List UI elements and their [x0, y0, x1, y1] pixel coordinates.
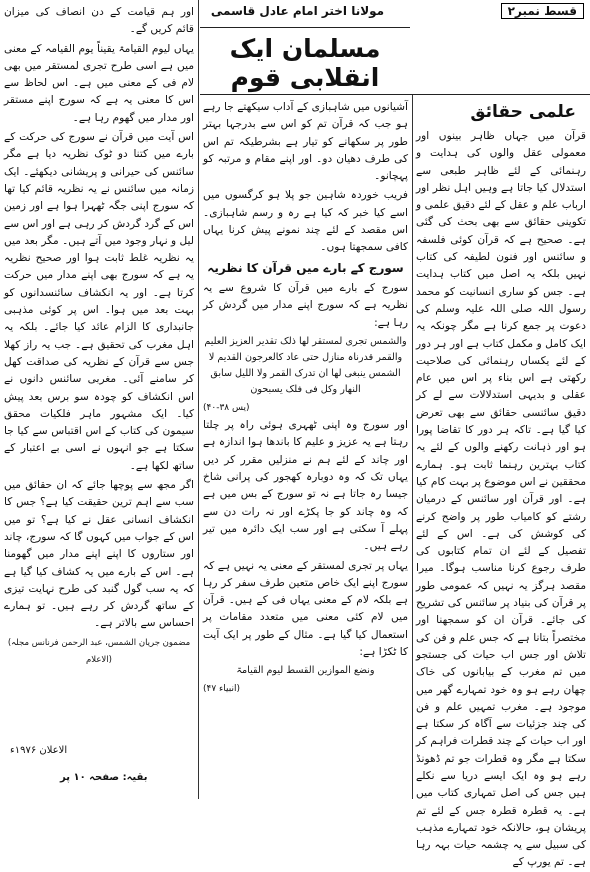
paragraph: آشیانوں میں شاہبازی کے آداب سیکھتے جا رہے ہو جب کہ قرآن تم کو اس سے بدرجہا بہتر طور پر سکھانے کو تیار ہے بشرطیکہ تم اس کی طرف دھیان دو۔ اور اپنے مقام و مرتبہ کو پہچانو۔: [203, 101, 408, 183]
title-top-rule: [200, 27, 410, 28]
paragraph: اور ہم قیامت کے دن انصاف کی میزان قائم کریں گے۔: [4, 6, 194, 36]
paragraph: فریب خوردہ شاہین جو پلا ہو کرگسوں میں اسے کیا خبر کہ کیا ہے رہ و رسم شاہبازی۔ اس مقصد کے لئے چند نمونے پیش کرنا یہاں کافی سمجھتا ہوں۔: [203, 189, 408, 254]
paragraph: اور سورج وہ اپنی ٹھہری ہوئی راہ پر چلتا رہتا ہے یہ عزیز و علیم کا باندھا ہوا اندازہ ہے اور چاند کے لئے ہم نے منزلیں مقرر کر دیں یہاں تک کہ وہ دوبارہ کھجور کی پرانی شاخ جیسا رہ جاتا ہے نہ تو سورج کے بس میں ہے کہ وہ چاند کو جا پکڑے اور نہ رات دن سے پہلے آ سکتی ہے اور سب ایک دائرہ میں تیر رہے ہیں۔: [203, 419, 408, 553]
paragraph: قرآن میں جہاں ظاہر بینوں اور معمولی عقل والوں کی ہدایت و رہنمائی کے لئے ظاہر طبعی سے استدلال کیا جاتا ہے وہیں اہل نظر اور ارباب علم و عقل کے لئے دقیق علمی و تکوینی حقائق سے بھی بحث کی گئی ہے۔ صحیح ہے کہ قرآن کوئی فلسفہ و سائنس اور فنون لطیفہ کی کتاب نہیں بلکہ یہ اصل میں کتاب ہدایت ہے۔ جس کو ساری انسانیت کو محمد رسول اللہ صلی اللہ علیہ وسلم کی دعوت پر جمع کرنا ہے مگر چونکہ یہ ایک کامل و مکمل کتاب ہے اور ہر دور کے لئے یکساں رہنمائی کی صلاحیت رکھتی ہے اس بناء پر اس میں عام عقلی و بدیہی استدلالات سے لے کر دقیق سائنسی حقائق سے بھی تعرض کیا گیا ہے۔ تاکہ ہر دور کا تقاضا پورا ہو اور ذہانت رکھنے والوں کے لئے یہ کتاب بہترین رہنما ثابت ہو۔ ہمارے محققین نے اس موضوع پر بہت کام کیا ہے۔ اور قرآن اور سائنس کے درمیان رشتے کو کامیاب طور پر واضح کرنے کی کوشش کی ہے۔ اس کے لئے تفصیل کے لئے ان تمام کتابوں کی طرف رجوع کرنا مناسب ہوگا۔ میرا مقصد ہرگز یہ نہیں کہ عمومی طور پر قرآن کی بنیاد پر سائنس کی تشریح کی جائے۔ قرآن ان کو سمجھنا اور مختصراً بتانا ہے کہ جس علم و فن کی تلاش اور جس اب حیات کی جستجو میں تم مغرب کے بیابانوں کی خاک چھان رہے ہو وہ خود تمہارے گھر میں موجود ہے۔ مغرب تمہیں علم و فن کی چند جزئیات سے آگاہ کر سکتا ہے اور اب حیات کے چند قطرات فراہم کر سکتا ہے مگر وہ قطرات جو تم ڈھونڈ رہے ہو وہ ایک ایسے دریا سے نکلے ہیں جس کی اصل تمہاری کتاب میں ہے۔ یہ قطرہ قطرہ جس کے لئے تم پریشان ہو، حالانکہ خود تمہارے مذہب کی سبیل سے یہ چشمہ حیات بہہ رہا ہے۔ تم یورپ کے: [416, 130, 586, 869]
article-title: مسلمان ایک انقلابی قوم: [229, 34, 381, 92]
paragraph: اگر مجھ سے پوچھا جائے کہ ان حقائق میں سب سے اہم ترین حقیقت کیا ہے؟ جس کا انکشاف انسانی عقل نے کیا ہے؟ تو میں اس کے جواب میں کہوں گا کہ سورج، چاند اور ستاروں کا اپنے اپنے مدار میں گھومنا ہے۔ اس کے بارے میں یہ کشاف کیا گیا ہے کہ یہ سب گول گنبد کی طرح نہایت تیزی کے ساتھ گردش کر رہے ہیں۔ تو ہمارے احساس سے بالاتر ہے۔: [4, 479, 194, 630]
verse-reference: (یس ۳۸-۴۰): [203, 402, 250, 413]
quran-verse: والشمس تجری لمستقر لھا ذلک تقدیر العزیز العلیم والقمر قدرناہ منازل حتی عاد کالعرجون القدیم لا الشمس ینبغی لھا ان تدرک القمر ولا اللیل سابق النھار وکل فی فلک یسبحون: [204, 335, 407, 395]
installment-label: قسط نمبر۲: [501, 3, 584, 19]
paragraph: سورج کے بارے میں قرآن کا شروع سے یہ نظریہ ہے کہ سورج اپنے مدار میں گردش کر رہا ہے:: [203, 281, 408, 329]
citation: (مضمون جریان الشمس، عبد الرحمن فرنانس مجلہ الاعلام): [7, 637, 191, 665]
column-divider-left: [198, 0, 199, 799]
column-right: [416, 128, 586, 869]
author-name: مولانا اختر امام عادل قاسمی: [210, 4, 385, 18]
column-middle: [203, 99, 408, 796]
column-divider-right: [412, 95, 413, 799]
subheading: سورج کے بارے میں قرآن کا نظریہ: [207, 260, 404, 275]
quran-verse: ونضع الموازین القسط لیوم القیامۃ: [236, 665, 375, 677]
paragraph: یہاں لیوم القیامۃ یقیناً یوم القیامہ کے معنی میں ہے اسی طرح تجری لمستقر میں بھی لام فی کے معنی میں ہے۔ اس لحاظ سے اس کا معنی یہ ہے کہ سورج اپنے مستقر اور مدار میں گھوم رہا ہے۔: [4, 42, 194, 124]
paragraph: اس آیت میں قرآن نے سورج کی حرکت کے بارے میں کتنا دو ٹوک نظریہ دیا ہے مگر سائنس کی حیرانی و پریشانی دیکھئے۔ ایک زمانہ میں سائنس نے یہ نظریہ قائم کیا تھا کہ سورج اپنی جگہ ٹھہرا ہوا ہے اور زمین اس کے گرد گردش کر رہی ہے اور اس سے لیل و نہار وجود میں آتے ہیں۔ مگر بعد میں یہ نظریہ غلط ثابت ہوا اور صحیح نظریہ یہ ہے کہ سورج بھی اپنے مدار میں حرکت کرتا ہے۔ اور یہ انکشاف سائنسدانوں کو بہت بعد میں ہوا۔ اس پر کوئی مذہبی جانبداری کا الزام عائد کیا جائے۔ بلکہ یہ اہل مغرب کی تحقیق ہے۔ جب یہ راز کھلا جس سے قرآن کے نظریہ کی صداقت کھل کر سامنے آئی۔ مغربی سائنس دانوں نے اس انکشاف کو چودہ سو برس بعد پیش کیا۔ ایک مشہور ماہر فلکیات محقق سیمون کی کتاب کے اس اقتباس سے کیا جا سکتا ہے جو انہوں نے اسی بے اعتبار کے ساتھ لکھا ہے۔: [4, 131, 194, 472]
title-bottom-rule: [200, 94, 590, 95]
citation-date: الاعلان ۱۹۷۶ء: [10, 745, 68, 756]
section-title: علمی حقائق: [470, 102, 576, 122]
paragraph: یہاں پر تجری لمستقر کے معنی یہ نہیں ہے کہ سورج اپنے ایک خاص متعین طرف سفر کر رہا ہے بلکہ لام کے معنی یہاں فی کے ہیں۔ قرآن میں لام کئی معنی میں متعدد مقامات پر استعمال کیا گیا ہے۔ مثال کے طور پر ایک آیت کا ٹکڑا ہے:: [203, 559, 408, 659]
verse-reference: (انبیاء ۴۷): [203, 684, 240, 695]
column-left: [4, 4, 194, 744]
continued-note: بقیہ: صفحہ ۱۰ پر: [60, 772, 148, 783]
